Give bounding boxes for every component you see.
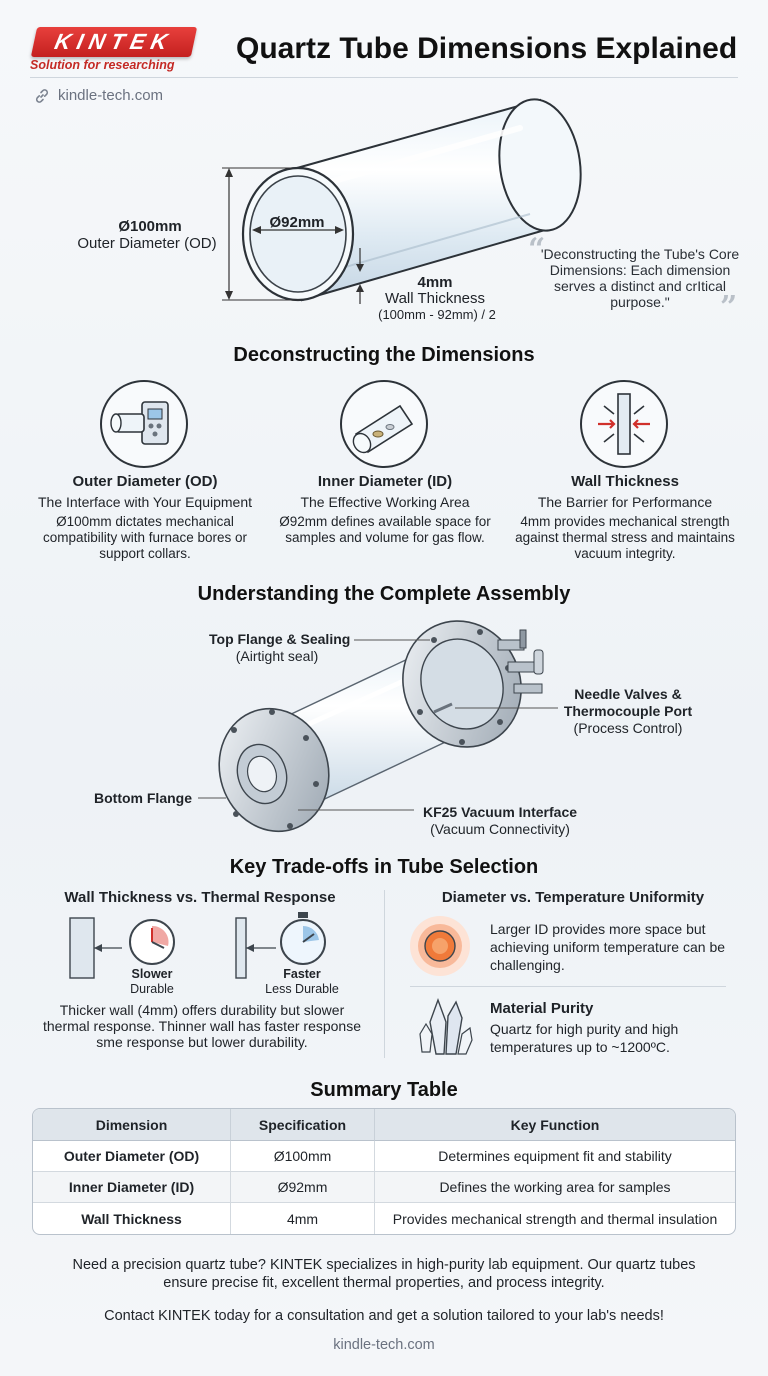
wall-value: 4mm [417, 274, 453, 291]
table-cell: Inner Diameter (ID) [33, 1172, 231, 1203]
section-assembly-heading: Understanding the Complete Assembly [197, 583, 571, 605]
card-od-subtitle: The Interface with Your Equipment [37, 494, 253, 510]
card-wall-body: 4mm provides mechanical strength against thermal stress and maintains vacuum integrity. [515, 514, 735, 561]
faster-sub: Less Durable [265, 982, 339, 996]
wall-formula: (100mm - 92mm) / 2 [378, 307, 496, 322]
table-cell: Ø100mm [231, 1141, 375, 1172]
page-title: Quartz Tube Dimensions Explained [236, 32, 738, 65]
tradeoff-wall-body: Thicker wall (4mm) offers durability but slower thermal response. Thinner wall has faster response sme response but lower durability. [42, 1002, 361, 1050]
purity-title: Material Purity [490, 1000, 594, 1017]
wall-pressure-icon [580, 380, 668, 468]
header-divider [30, 77, 738, 78]
slower-label: Slower [131, 967, 173, 981]
tradeoffs-divider [384, 890, 385, 1058]
kintek-logo: KINTEK [31, 27, 197, 57]
id-value: Ø92mm [269, 214, 325, 231]
footer-site-url-link[interactable]: kindle-tech.com [333, 1337, 435, 1353]
table-header: Key Function [375, 1109, 735, 1141]
label-top-flange-sub: (Airtight seal) [235, 648, 319, 664]
card-od-title: Outer Diameter (OD) [72, 473, 218, 490]
table-row [33, 1141, 735, 1172]
table-cell: Determines equipment fit and stability [375, 1141, 735, 1172]
table-header-row [33, 1109, 735, 1141]
label-top-flange: Top Flange & Sealing [209, 631, 351, 647]
card-id-body: Ø92mm defines available space for samples and volume for gas flow. [279, 514, 491, 545]
tradeoff-wall-title: Wall Thickness vs. Thermal Response [64, 889, 336, 906]
label-kf25: KF25 Vacuum Interface [422, 804, 578, 820]
slower-sub: Durable [130, 982, 174, 996]
table-cell: Ø92mm [231, 1172, 375, 1203]
label-needle-valves-sub: (Process Control) [573, 720, 683, 736]
site-url-link[interactable]: kindle-tech.com [58, 87, 164, 104]
footer-cta-paragraph: Need a precision quartz tube? KINTEK specializes in high-purity lab equipment. Our quartz tubes ensure precise fit, excellent thermal properties, and process integrity. [72, 1257, 696, 1291]
table-cell: Provides mechanical strength and thermal insulation [392, 1210, 718, 1227]
table-cell: 4mm [231, 1203, 375, 1234]
od-label: Outer Diameter (OD) [77, 235, 217, 252]
quartz-crystal-icon [416, 994, 476, 1060]
card-wall-subtitle: The Barrier for Performance [537, 494, 713, 510]
open-quote-icon: “ [528, 232, 546, 267]
wall-label: Wall Thickness [384, 290, 486, 307]
footer-contact-paragraph: Contact KINTEK today for a consultation and get a solution tailored to your lab's needs! [104, 1308, 664, 1324]
label-bottom-flange: Bottom Flange [94, 790, 192, 806]
heat-sun-icon [408, 914, 472, 978]
close-quote-icon: ” [720, 290, 738, 325]
summary-table [32, 1108, 736, 1235]
od-value: Ø100mm [118, 218, 182, 235]
card-wall-title: Wall Thickness [571, 473, 679, 490]
table-row [33, 1172, 735, 1203]
tube-samples-icon [340, 380, 428, 468]
section-deconstruct-heading: Deconstructing the Dimensions [233, 344, 535, 366]
label-needle-valves-1: Needle Valves & [574, 686, 682, 702]
table-cell: Defines the working area for samples [375, 1172, 735, 1203]
table-cell: Outer Diameter (OD) [33, 1141, 231, 1172]
section-summary-heading: Summary Table [310, 1079, 458, 1101]
card-id-title: Inner Diameter (ID) [317, 473, 453, 490]
furnace-icon [100, 380, 188, 468]
label-kf25-sub: (Vacuum Connectivity) [430, 821, 570, 837]
table-header: Dimension [33, 1109, 231, 1141]
logo-tagline: Solution for researching [30, 58, 175, 72]
hero-quote: 'Deconstructing the Tube's Core Dimensions: Each dimension serves a distinct and crItical purpose." [540, 246, 740, 310]
table-cell: Wall Thickness [33, 1203, 231, 1234]
card-id-subtitle: The Effective Working Area [300, 494, 470, 510]
card-od-body: Ø100mm dictates mechanical compatibility with furnace bores or support collars. [42, 514, 248, 561]
purity-body: Quartz for high purity and high temperatures up to ~1200ºC. [490, 1021, 679, 1055]
table-header: Specification [231, 1109, 375, 1141]
label-needle-valves-2: Thermocouple Port [563, 703, 693, 719]
section-tradeoffs-heading: Key Trade-offs in Tube Selection [229, 856, 539, 878]
tradeoff-right-divider [410, 986, 726, 987]
tradeoff-diameter-body: Larger ID provides more space but achieving uniform temperature can be challenging. [490, 921, 726, 973]
table-row [33, 1203, 735, 1234]
faster-label: Faster [283, 967, 321, 981]
tradeoff-diameter-title: Diameter vs. Temperature Uniformity [441, 889, 705, 906]
